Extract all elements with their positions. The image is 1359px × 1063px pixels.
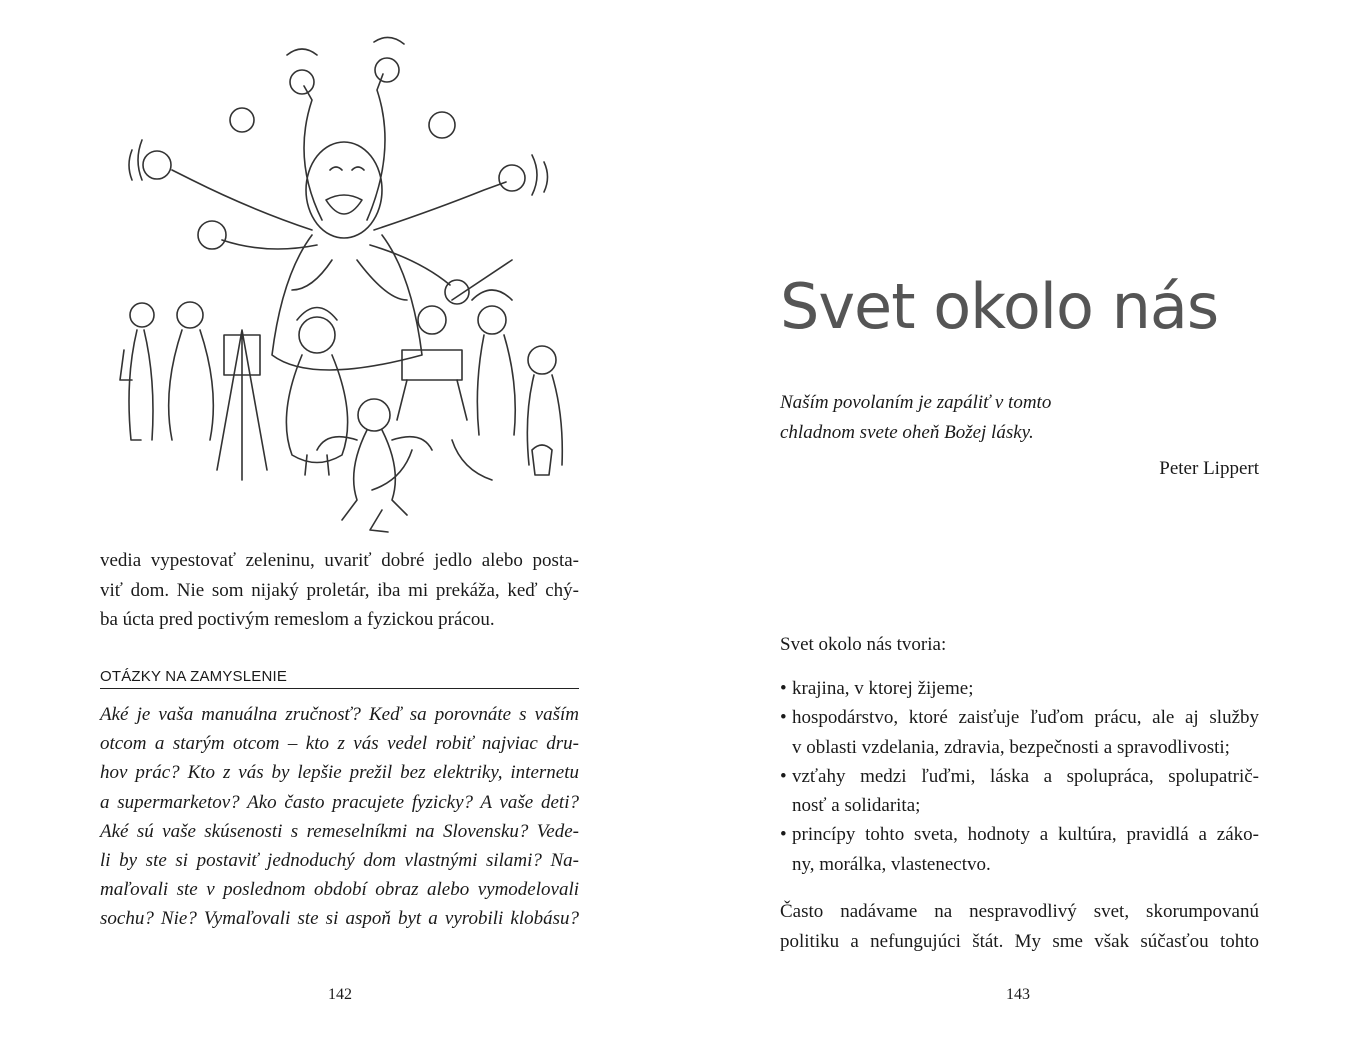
bullet-icon: • — [780, 824, 787, 846]
text-line: a supermarketov? Ako často pracujete fyzicky? A vaše deti? — [100, 791, 579, 813]
list-item — [780, 820, 1259, 879]
text-line: vzťahy medzi ľuďmi, láska a spolupráca, spolupatrič- — [792, 765, 1259, 787]
intro-line: Svet okolo nás tvoria: — [780, 634, 947, 655]
text-line: princípy tohto sveta, hodnoty a kultúra, pravidlá a záko- — [792, 824, 1259, 846]
motto-quote — [780, 388, 1110, 447]
text-line: hospodárstvo, ktoré zaisťuje ľuďom prácu, ale aj služby — [792, 707, 1259, 729]
right-page — [680, 0, 1359, 1063]
bullet-icon: • — [780, 707, 787, 729]
motto-line: chladnom svete oheň Božej lásky. — [780, 421, 1034, 443]
text-line: Aké sú vaše skúsenosti s remeselníkmi na Slovensku? Vede- — [100, 820, 579, 842]
text-line: sochu? Nie? Vymaľovali ste si aspoň byt a vyrobili klobásu? — [100, 908, 579, 930]
bullet-list — [780, 674, 1259, 879]
text-line: Aké je vaša manuálna zručnosť? Keď sa porovnáte s vaším — [100, 704, 579, 725]
text-line: krajina, v ktorej žijeme; — [792, 678, 974, 699]
text-line: maľovali ste v poslednom období obraz alebo vymodelovali — [100, 879, 579, 901]
text-line: ny, morálka, vlastenectvo. — [792, 853, 991, 875]
page-number: 142 — [328, 986, 352, 1003]
list-item — [780, 762, 1259, 821]
bullet-icon: • — [780, 678, 787, 699]
text-line: hov prác? Kto z vás by lepšie prežil bez elektriky, internetu — [100, 762, 579, 784]
text-line: ba úcta pred poctivým remeslom a fyzickou prácou. — [100, 609, 495, 630]
text-line: v oblasti vzdelania, zdravia, bezpečnosti a spravodlivosti; — [792, 736, 1230, 758]
list-item — [780, 674, 1259, 703]
text-line: li by ste si postaviť jednoduchý dom vlastnými silami? Na- — [100, 850, 579, 872]
motto-line: Naším povolaním je zapáliť v tomto — [780, 392, 1052, 413]
questions-text — [100, 700, 579, 934]
questions-heading: OTÁZKY NA ZAMYSLENIE — [100, 668, 579, 689]
chapter-title: Svet okolo nás — [780, 270, 1219, 343]
page-number: 143 — [1006, 986, 1030, 1003]
list-item — [780, 703, 1259, 762]
continued-paragraph — [100, 546, 579, 635]
text-line: otcom a starým otcom – kto z vás vedel robiť najviac dru- — [100, 733, 579, 755]
bullet-icon: • — [780, 765, 787, 787]
text-line: nosť a solidarita; — [792, 795, 921, 817]
motto-author: Peter Lippert — [1159, 458, 1259, 479]
text-line: viť dom. Nie som nijaký proletár, iba mi prekáža, keď chý- — [100, 579, 579, 601]
cartoon-illustration — [112, 30, 572, 540]
text-line: Často nadávame na nespravodlivý svet, skorumpovanú — [780, 901, 1259, 922]
text-line: politiku a nefungujúci štát. My sme však súčasťou tohto — [780, 930, 1259, 952]
closing-paragraph — [780, 897, 1259, 956]
text-line: vedia vypestovať zeleninu, uvariť dobré jedlo alebo posta- — [100, 550, 579, 571]
